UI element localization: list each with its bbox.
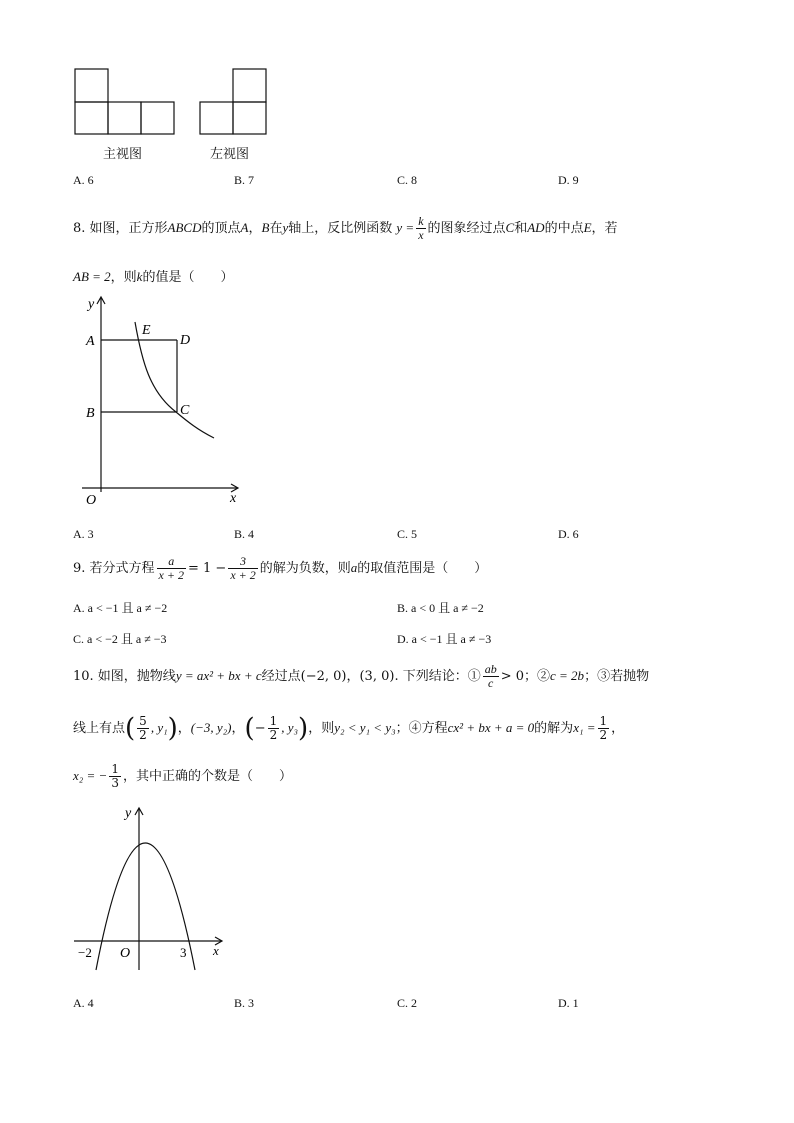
front-view-caption: 主视图 (103, 147, 143, 162)
q10-option-a[interactable]: A. 4 (73, 996, 94, 1010)
fig10-label-neg2: −2 (78, 945, 92, 960)
q8-option-b[interactable]: B. 4 (234, 527, 255, 541)
q9-option-b[interactable]: B. a < 0 且 a ≠ −2 (397, 601, 484, 615)
q8-question-line1: 8. 如图，正方形ABCD的顶点A，B在y轴上，反比例函数 y = $\frac{k}{x}$ 的图象经过点C和AD的中点E，若 (73, 214, 618, 242)
q7-option-d[interactable]: D. 9 (558, 173, 579, 187)
x2-fraction: $\frac{1}{3}$ (111, 762, 119, 790)
q8-option-d[interactable]: D. 6 (558, 527, 579, 541)
q9-option-a[interactable]: A. a < −1 且 a ≠ −2 (73, 601, 168, 615)
fig10-label-x: x (213, 943, 219, 958)
q10-question-line1: 10. 如图，抛物线y = ax² + bx + c经过点(−2, 0)，(3, 0). 下列结论：① $\frac{ab}{c}$ > 0；②c = 2b；③若抛物 (73, 662, 650, 690)
left-view-caption: 左视图 (210, 147, 250, 162)
q10-option-d[interactable]: D. 1 (558, 996, 579, 1010)
q7-option-c[interactable]: C. 8 (397, 173, 418, 187)
q8-option-c[interactable]: C. 5 (397, 527, 418, 541)
q10-option-b[interactable]: B. 3 (234, 996, 255, 1010)
q10-question-line3: x₂ = − $\frac{1}{3}$ ，其中正确的个数是（ ） (73, 762, 292, 790)
hyperbola-curve (135, 322, 214, 438)
fig10-label-y: y (125, 806, 132, 821)
q9-fraction-1: $\frac{a}{x + 2}$ (158, 554, 184, 582)
ab-over-c-fraction: $\frac{ab}{c}$ (484, 662, 497, 690)
left-view-figure (200, 69, 266, 134)
fig8-label-e: E (142, 323, 151, 338)
q7-option-a[interactable]: A. 6 (73, 173, 94, 187)
q9-option-d[interactable]: D. a < −1 且 a ≠ −3 (397, 632, 492, 646)
fig8-label-c: C (180, 403, 190, 418)
pt3-fraction: $\frac{1}{2}$ (269, 714, 278, 742)
fig8-label-a: A (86, 334, 95, 349)
q10-option-c[interactable]: C. 2 (397, 996, 418, 1010)
fig8-label-d: D (180, 333, 191, 348)
pt1-fraction: $\frac{5}{2}$ (139, 714, 147, 742)
q7-option-b[interactable]: B. 7 (234, 173, 255, 187)
q9-fraction-2: $\frac{3}{x + 2}$ (230, 554, 256, 582)
q10-parabola-figure (70, 800, 235, 972)
x1-fraction: $\frac{1}{2}$ (599, 714, 608, 742)
q8-question-line2: AB = 2，则k的值是（ ） (73, 269, 234, 285)
fig10-label-o: O (120, 946, 131, 961)
front-view-figure (75, 69, 174, 134)
fig10-label-3: 3 (180, 945, 187, 960)
fig8-label-b: B (86, 406, 95, 421)
k-over-x-fraction: $\frac{k}{x}$ (418, 214, 424, 242)
q9-option-c[interactable]: C. a < −2 且 a ≠ −3 (73, 632, 167, 646)
fig8-label-o: O (86, 493, 97, 508)
q8-square-hyperbola-figure (80, 292, 250, 510)
q8-option-a[interactable]: A. 3 (73, 527, 94, 541)
fig8-label-y: y (88, 297, 95, 312)
fig8-label-x: x (230, 491, 237, 506)
q10-question-line2: 线上有点( $\frac{5}{2}$ , y₁)，(−3, y₂)，(− $\frac{1}{2}$ , y₃)，则y₂ < y₁ < y₃；④方程cx² + bx + a = 0的解为x₁ = $\frac{1}{2}$ ， (73, 713, 625, 744)
q9-question: 9. 若分式方程 $\frac{a}{x + 2}$ = 1 − $\frac{3}{x + 2}$ 的解为负数，则a的取值范围是（ ） (73, 554, 488, 582)
